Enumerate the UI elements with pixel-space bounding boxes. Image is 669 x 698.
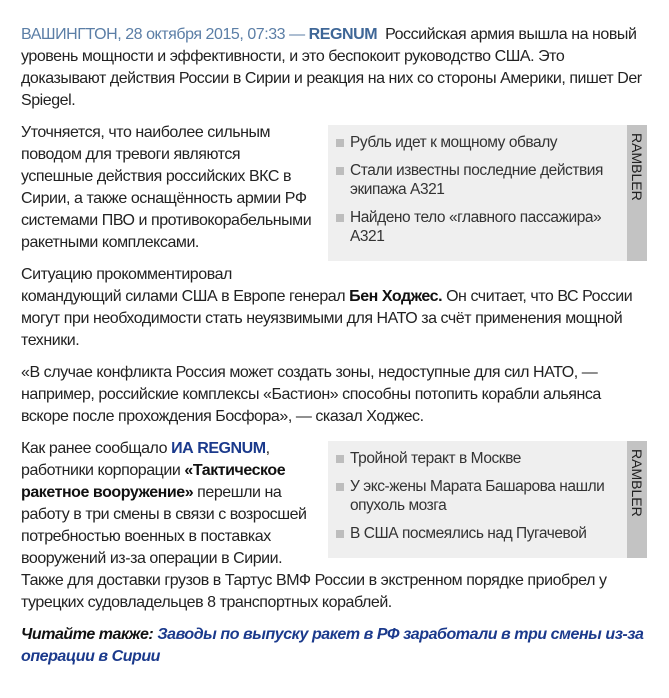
person-name: Бен Ходжес. bbox=[349, 288, 443, 305]
rambler-label-strip[interactable] bbox=[627, 441, 647, 558]
news-link[interactable]: Рубль идет к мощному обвалу bbox=[350, 133, 619, 152]
paragraph bbox=[21, 264, 647, 352]
rambler-label: RAMBLER bbox=[629, 449, 645, 517]
text: Как ранее сообщало bbox=[21, 440, 168, 457]
news-link[interactable]: Тройной теракт в Москве bbox=[350, 449, 619, 468]
text: Он считает, что ВС России могут при необходимости стать неуязвимыми для НАТО за счёт применения мощной техники. bbox=[21, 288, 633, 349]
lead-text: Российская армия вышла на новый уровень мощности и эффективности, и это беспокоит руководство США. Это доказывают действия России в Сирии и реакция на них со стороны Америки, пишет Der Spiegel. bbox=[21, 26, 642, 109]
read-also-link[interactable]: Заводы по выпуску ракет в РФ заработали в три смены из-за операции в Сирии bbox=[21, 626, 644, 665]
organization-name: «Тактическое ракетное вооружение» bbox=[21, 462, 286, 501]
read-also bbox=[21, 624, 647, 668]
news-link[interactable]: В США посмеялись над Пугачевой bbox=[350, 524, 619, 543]
rambler-label: RAMBLER bbox=[629, 133, 645, 201]
lead-paragraph bbox=[21, 24, 647, 112]
text: Ситуацию прокомментировал командующий силами США в Европе генерал bbox=[21, 266, 346, 305]
news-link[interactable]: У экс-жены Марата Башарова нашли опухоль мозга bbox=[350, 477, 619, 515]
read-also-label: Читайте также: bbox=[21, 626, 154, 643]
paragraph: Уточняется, что наиболее сильным поводом для тревоги являются успешные действия российских ВКС в Сирии, а также оснащённость армии РФ системами ПВО и противокорабельными ракетными комплексами. bbox=[21, 124, 312, 251]
text: перешли на работу в три смены в связи с возросшей потребностью военных в поставках вооружений из-за операции в Сирии. Также для доставки грузов в Тартус ВМФ России в экстренном порядке приобрел у турецких судовладельцев 8 транспортных кораблей. bbox=[21, 484, 607, 611]
news-link[interactable]: Стали известны последние действия экипажа А321 bbox=[350, 161, 619, 199]
agency-name: REGNUM bbox=[308, 26, 378, 43]
regnum-link[interactable]: ИА REGNUM bbox=[171, 440, 266, 457]
rambler-widget-2 bbox=[328, 441, 647, 558]
rambler-widget-1 bbox=[328, 125, 647, 261]
rambler-label-strip[interactable] bbox=[627, 125, 647, 261]
dateline: ВАШИНГТОН, 28 октября 2015, 07:33 — bbox=[21, 26, 305, 43]
quote-paragraph: «В случае конфликта Россия может создать зоны, недоступные для сил НАТО, — например, российские комплексы «Бастион» способны потопить корабли альянса вскоре после прохождения Босфора», — сказал Ходжес. bbox=[21, 364, 601, 425]
news-link[interactable]: Найдено тело «главного пассажира» А321 bbox=[350, 208, 619, 246]
text: , работники корпорации bbox=[21, 440, 270, 479]
article-body bbox=[21, 24, 647, 678]
